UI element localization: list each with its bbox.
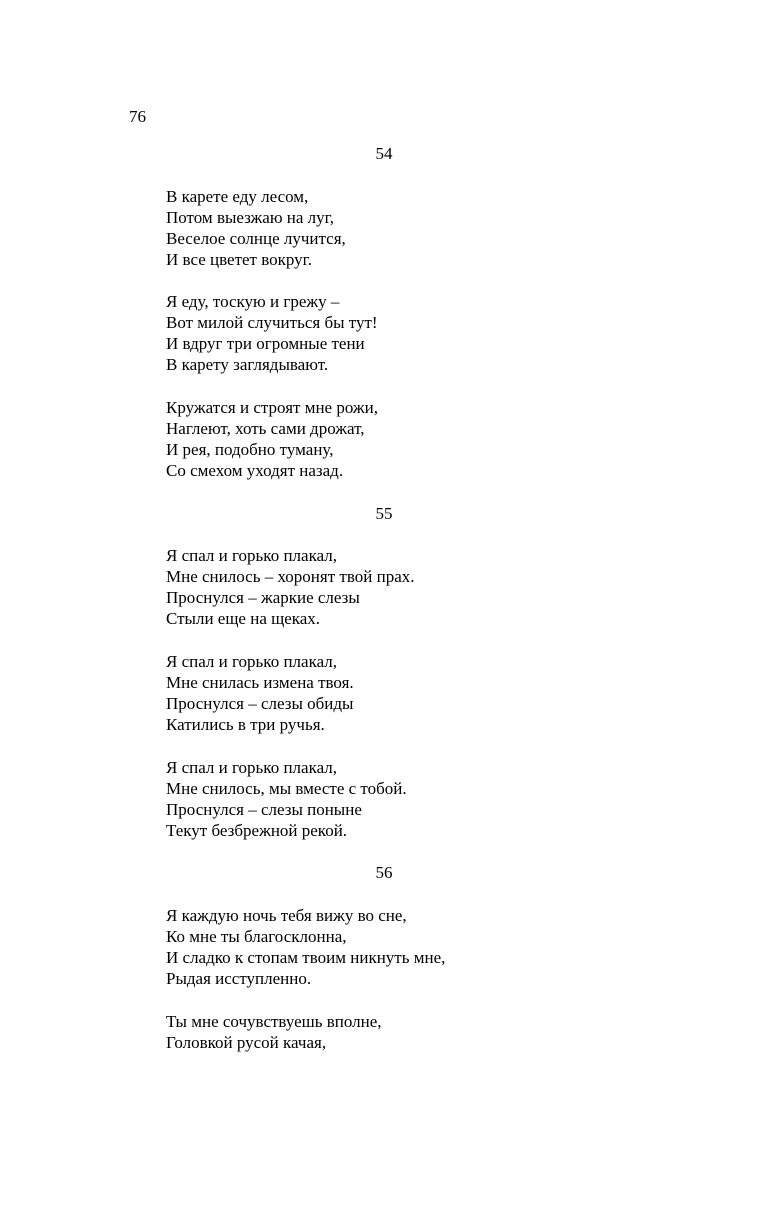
verse-line: Веселое солнце лучится, bbox=[166, 229, 346, 248]
stanza bbox=[166, 651, 726, 735]
verse-line: Головкой русой качая, bbox=[166, 1033, 327, 1052]
verse-line: Стыли еще на щеках. bbox=[166, 609, 321, 628]
verse-line: И вдруг три огромные тени bbox=[166, 334, 365, 353]
poem-number-56: 56 bbox=[375, 863, 393, 882]
poem-number-54: 54 bbox=[375, 144, 393, 163]
verse-line: И сладко к стопам твоим никнуть мне, bbox=[166, 948, 446, 967]
verse-line: Мне снилась измена твоя. bbox=[166, 673, 354, 692]
verse-line: Кружатся и строят мне рожи, bbox=[166, 398, 379, 417]
verse-line: Мне снилось, мы вместе с тобой. bbox=[166, 779, 407, 798]
verse-line: И все цветет вокруг. bbox=[166, 250, 312, 269]
verse-line: Проснулся – слезы поныне bbox=[166, 800, 362, 819]
verse-line: Я каждую ночь тебя вижу во сне, bbox=[166, 906, 407, 925]
verse-line: Я еду, тоскую и грежу – bbox=[166, 292, 340, 311]
stanza bbox=[166, 1011, 726, 1053]
stanza bbox=[166, 397, 726, 481]
verse-line: Я спал и горько плакал, bbox=[166, 546, 338, 565]
stanza bbox=[166, 291, 726, 375]
verse-line: В карете еду лесом, bbox=[166, 187, 309, 206]
poem-number-55: 55 bbox=[375, 504, 393, 523]
page-number: 76 bbox=[129, 107, 146, 126]
verse-line: Я спал и горько плакал, bbox=[166, 652, 338, 671]
verse-line: Ты мне сочувствуешь вполне, bbox=[166, 1012, 382, 1031]
stanza bbox=[166, 545, 726, 629]
verse-line: И рея, подобно туману, bbox=[166, 440, 334, 459]
stanza bbox=[166, 905, 726, 989]
verse-line: Мне снилось – хоронят твой прах. bbox=[166, 567, 415, 586]
stanza bbox=[166, 757, 726, 841]
verse-line: Проснулся – жаркие слезы bbox=[166, 588, 360, 607]
verse-line: Проснулся – слезы обиды bbox=[166, 694, 354, 713]
verse-line: В карету заглядывают. bbox=[166, 355, 329, 374]
verse-line: Наглеют, хоть сами дрожат, bbox=[166, 419, 365, 438]
verse-line: Ко мне ты благосклонна, bbox=[166, 927, 347, 946]
verse-line: Потом выезжаю на луг, bbox=[166, 208, 334, 227]
verse-line: Со смехом уходят назад. bbox=[166, 461, 344, 480]
stanza bbox=[166, 186, 726, 270]
verse-line: Я спал и горько плакал, bbox=[166, 758, 338, 777]
verse-line: Рыдая исступленно. bbox=[166, 969, 312, 988]
verse-line: Текут безбрежной рекой. bbox=[166, 821, 348, 840]
verse-line: Катились в три ручья. bbox=[166, 715, 325, 734]
verse-line: Вот милой случиться бы тут! bbox=[166, 313, 378, 332]
